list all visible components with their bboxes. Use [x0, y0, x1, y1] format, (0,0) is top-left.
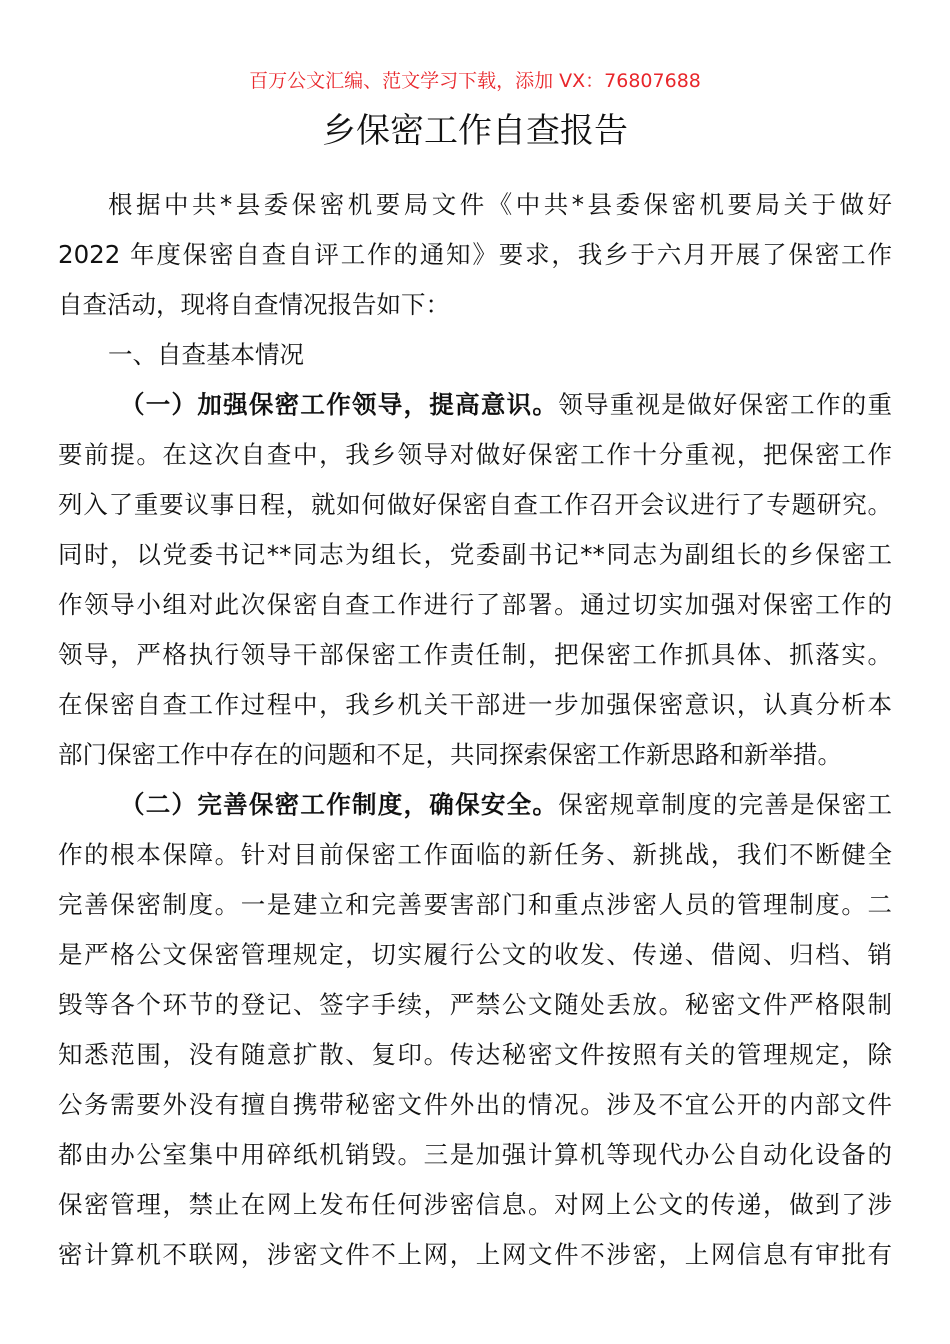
para2-line: 公务需要外没有擅自携带秘密文件外出的情况。涉及不宜公开的内部文件 [58, 1090, 892, 1119]
intro-line: 根据中共*县委保密机要局文件《中共*县委保密机要局关于做好 [108, 190, 892, 219]
para1-first-line [58, 380, 892, 430]
para2-text: 保密规章制度的完善是保密工 [558, 790, 893, 819]
para1-line: 同时，以党委书记**同志为组长，党委副书记**同志为副组长的乡保密工 [58, 540, 892, 569]
para1-line: 领导，严格执行领导干部保密工作责任制，把保密工作抓具体、抓落实。 [58, 640, 892, 669]
para1-line: 要前提。在这次自查中，我乡领导对做好保密工作十分重视，把保密工作 [58, 440, 892, 469]
para2-line: 保密管理，禁止在网上发布任何涉密信息。对网上公文的传递，做到了涉 [58, 1190, 892, 1219]
watermark-banner: 百万公文汇编、范文学习下载，添加 VX：76807688 [249, 70, 701, 92]
para1-line: 列入了重要议事日程，就如何做好保密自查工作召开会议进行了专题研究。 [58, 490, 892, 519]
document-title: 乡保密工作自查报告 [322, 111, 628, 151]
para1-heading: （一）加强保密工作领导，提高意识。 [120, 390, 559, 419]
para1-line: 在保密自查工作过程中，我乡机关干部进一步加强保密意识，认真分析本 [58, 690, 892, 719]
para2-first-line [58, 780, 892, 830]
para2-line: 完善保密制度。一是建立和完善要害部门和重点涉密人员的管理制度。二 [58, 890, 892, 919]
para2-line: 是严格公文保密管理规定，切实履行公文的收发、传递、借阅、归档、销 [58, 940, 892, 969]
para2-line: 作的根本保障。针对目前保密工作面临的新任务、新挑战，我们不断健全 [58, 840, 892, 869]
section-heading: 一、自查基本情况 [108, 340, 304, 369]
para1-line: 作领导小组对此次保密自查工作进行了部署。通过切实加强对保密工作的 [58, 590, 892, 619]
para2-line: 毁等各个环节的登记、签字手续，严禁公文随处丢放。秘密文件严格限制 [58, 990, 892, 1019]
para2-line: 都由办公室集中用碎纸机销毁。三是加强计算机等现代办公自动化设备的 [58, 1140, 892, 1169]
para1-line: 部门保密工作中存在的问题和不足，共同探索保密工作新思路和新举措。 [58, 740, 842, 769]
para1-text: 领导重视是做好保密工作的重 [558, 390, 893, 419]
document-body [58, 180, 892, 1280]
para2-line: 知悉范围，没有随意扩散、复印。传达秘密文件按照有关的管理规定，除 [58, 1040, 892, 1069]
para2-heading: （二）完善保密工作制度，确保安全。 [120, 790, 559, 819]
intro-line: 2022 年度保密自查自评工作的通知》要求，我乡于六月开展了保密工作 [58, 240, 892, 269]
intro-line: 自查活动，现将自查情况报告如下： [58, 290, 450, 319]
para2-line: 密计算机不联网，涉密文件不上网，上网文件不涉密，上网信息有审批有 [58, 1240, 892, 1269]
